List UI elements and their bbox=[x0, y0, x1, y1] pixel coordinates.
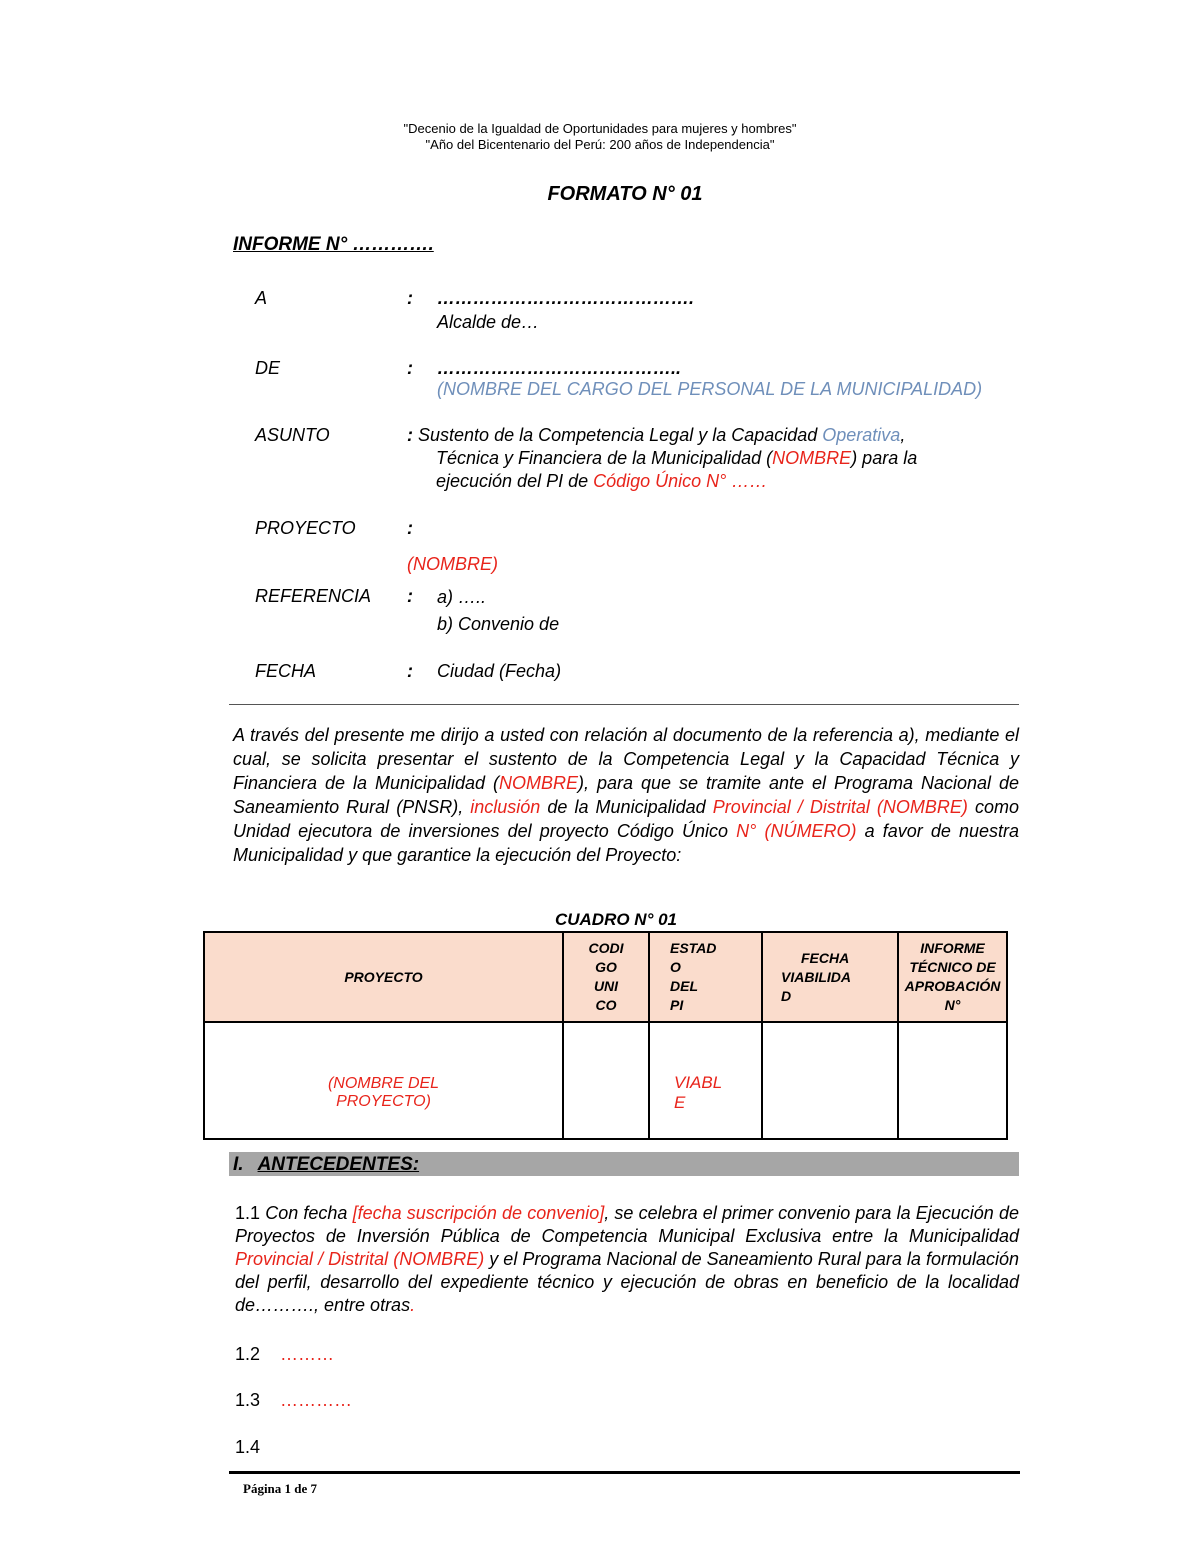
informe-title: INFORME N° …………. bbox=[233, 234, 434, 255]
asunto-line2: Técnica y Financiera de la Municipalidad ( bbox=[436, 448, 773, 468]
item-1-1-num: 1.1 bbox=[235, 1203, 261, 1223]
col-proyecto: PROYECTO bbox=[204, 932, 563, 1022]
field-proyecto-colon: : bbox=[407, 518, 413, 538]
page-number: Página 1 de 7 bbox=[243, 1481, 318, 1496]
asunto-line1: Sustento de la Competencia Legal y la Capacidad bbox=[418, 425, 823, 445]
asunto-line2-end: ) para la bbox=[851, 448, 918, 468]
header-decenio: "Decenio de la Igualdad de Oportunidades para mujeres y hombres" bbox=[403, 121, 797, 136]
field-asunto-colon: : bbox=[407, 425, 413, 445]
table-row bbox=[204, 1022, 1007, 1139]
item-1-4 bbox=[235, 1437, 260, 1458]
field-de-sub: (NOMBRE DEL CARGO DEL PERSONAL DE LA MUNICIPALIDAD) bbox=[437, 379, 983, 399]
field-a-sub: Alcalde de… bbox=[437, 312, 540, 332]
field-proyecto-value: (NOMBRE) bbox=[407, 554, 498, 574]
para-red-1: NOMBRE bbox=[499, 773, 579, 793]
field-asunto-label: ASUNTO bbox=[255, 425, 330, 445]
col-fecha-l1: FECHA bbox=[801, 949, 850, 966]
item-1-4-num: 1.4 bbox=[235, 1437, 261, 1457]
cell-proyecto bbox=[204, 1022, 563, 1139]
item-1-2-dots: ……… bbox=[280, 1344, 335, 1364]
footer-line bbox=[229, 1471, 1020, 1474]
item-1-1-red-3: . bbox=[410, 1295, 416, 1315]
cell-proyecto-l1: (NOMBRE DEL bbox=[327, 1075, 440, 1092]
col-estado bbox=[649, 932, 762, 1022]
item-1-2 bbox=[235, 1344, 334, 1365]
item-1-1-text-2: , se celebra el primer convenio para la Ejecución de Proyectos de Inversión Pública de Competencia Municipal Exclusiva entre la Municipalidad bbox=[235, 1203, 1019, 1246]
asunto-operativa: Operativa bbox=[822, 425, 901, 445]
asunto-comma: , bbox=[900, 425, 906, 445]
field-asunto-value bbox=[407, 424, 1019, 493]
col-codigo-l2: GO bbox=[595, 959, 617, 975]
item-1-1-red-1: [fecha suscripción de convenio] bbox=[352, 1203, 605, 1223]
col-estado-l4: PI bbox=[670, 997, 684, 1013]
section-title: ANTECEDENTES: bbox=[257, 1154, 420, 1175]
cell-estado-l2: E bbox=[674, 1093, 686, 1112]
section-number: I. bbox=[233, 1154, 244, 1175]
body-paragraph bbox=[233, 723, 1019, 867]
separator-line bbox=[229, 704, 1019, 705]
col-informe bbox=[898, 932, 1007, 1022]
col-informe-l3: APROBACIÓN bbox=[904, 978, 1001, 994]
field-referencia-colon: : bbox=[407, 586, 413, 606]
para-red-2: inclusión bbox=[470, 797, 541, 817]
item-1-3 bbox=[235, 1390, 352, 1411]
field-de-label: DE bbox=[255, 358, 281, 378]
para-text-2: ), para que se tramite ante el Programa Nacional de Saneamiento Rural (PNSR), bbox=[233, 773, 1019, 817]
col-fecha bbox=[762, 932, 898, 1022]
para-text-5: a favor de nuestra Municipalidad y que garantice la ejecución del Proyecto: bbox=[233, 821, 1019, 865]
cell-estado-l1: VIABL bbox=[674, 1073, 723, 1092]
col-codigo bbox=[563, 932, 649, 1022]
col-informe-l1: INFORME bbox=[920, 940, 985, 956]
col-codigo-l1: CODI bbox=[588, 940, 624, 956]
col-estado-l1: ESTAD bbox=[670, 940, 717, 956]
item-1-1 bbox=[235, 1202, 1019, 1317]
para-text-4: como Unidad ejecutora de inversiones del proyecto Código Único bbox=[233, 797, 1019, 841]
item-1-2-num: 1.2 bbox=[235, 1344, 261, 1364]
asunto-line3: ejecución del PI de bbox=[436, 471, 594, 491]
field-fecha-value: Ciudad (Fecha) bbox=[437, 661, 562, 681]
formato-title: FORMATO N° 01 bbox=[547, 183, 703, 205]
para-red-3: Provincial / Distrital (NOMBRE) bbox=[712, 797, 968, 817]
col-informe-l4: N° bbox=[944, 997, 961, 1013]
field-de-dots: ………………………………….. bbox=[437, 358, 682, 378]
field-de-colon: : bbox=[407, 358, 413, 378]
cell-fecha bbox=[762, 1022, 898, 1139]
field-a-label: A bbox=[255, 288, 268, 308]
para-text-1: A través del presente me dirijo a usted con relación al documento de la referencia a), mediante el cual, se solicita presentar el sustento de la Competencia Legal y la Capacidad Técnica y Financiera de la Municipalidad ( bbox=[233, 725, 1019, 793]
item-1-1-red-2: Provincial / Distrital (NOMBRE) bbox=[235, 1249, 485, 1269]
col-informe-l2: TÉCNICO DE bbox=[909, 959, 996, 975]
col-estado-l3: DEL bbox=[670, 978, 698, 994]
cell-informe bbox=[898, 1022, 1007, 1139]
cell-proyecto-l2: PROYECTO) bbox=[336, 1093, 431, 1110]
field-fecha-colon: : bbox=[407, 661, 413, 681]
cell-estado bbox=[649, 1022, 762, 1139]
item-1-3-num: 1.3 bbox=[235, 1390, 261, 1410]
field-a-colon: : bbox=[407, 288, 413, 308]
para-red-4: N° (NÚMERO) bbox=[736, 821, 857, 841]
col-codigo-l3: UNI bbox=[593, 978, 619, 994]
field-a-dots: ……………………………………. bbox=[437, 288, 695, 308]
section-heading bbox=[233, 1154, 419, 1176]
item-1-1-text-1: Con fecha bbox=[260, 1203, 353, 1223]
header-anio: "Año del Bicentenario del Perú: 200 años de Independencia" bbox=[425, 137, 775, 152]
cuadro-title: CUADRO N° 01 bbox=[554, 910, 678, 929]
col-estado-l2: O bbox=[670, 959, 681, 975]
field-referencia-label: REFERENCIA bbox=[255, 586, 372, 606]
cuadro-table bbox=[203, 931, 1008, 1140]
field-fecha-label: FECHA bbox=[255, 661, 317, 681]
asunto-codigo: Código Único N° …… bbox=[593, 471, 768, 491]
col-fecha-l2: VIABILIDA bbox=[781, 968, 851, 985]
field-referencia-b: b) Convenio de bbox=[437, 614, 560, 634]
asunto-nombre: NOMBRE bbox=[772, 448, 852, 468]
field-proyecto-label: PROYECTO bbox=[255, 518, 356, 538]
para-text-3: de la Municipalidad bbox=[540, 797, 713, 817]
field-referencia-a: a) ….. bbox=[437, 587, 487, 607]
cell-codigo bbox=[563, 1022, 649, 1139]
col-codigo-l4: CO bbox=[595, 997, 617, 1013]
col-fecha-l3: D bbox=[781, 987, 792, 1004]
item-1-1-text-3: y el Programa Nacional de Saneamiento Rural para la formulación del perfil, desarrollo del expediente técnico y ejecución de obras en beneficio de la localidad de………., entre otras bbox=[235, 1249, 1020, 1315]
item-1-3-dots: ………… bbox=[280, 1390, 353, 1410]
